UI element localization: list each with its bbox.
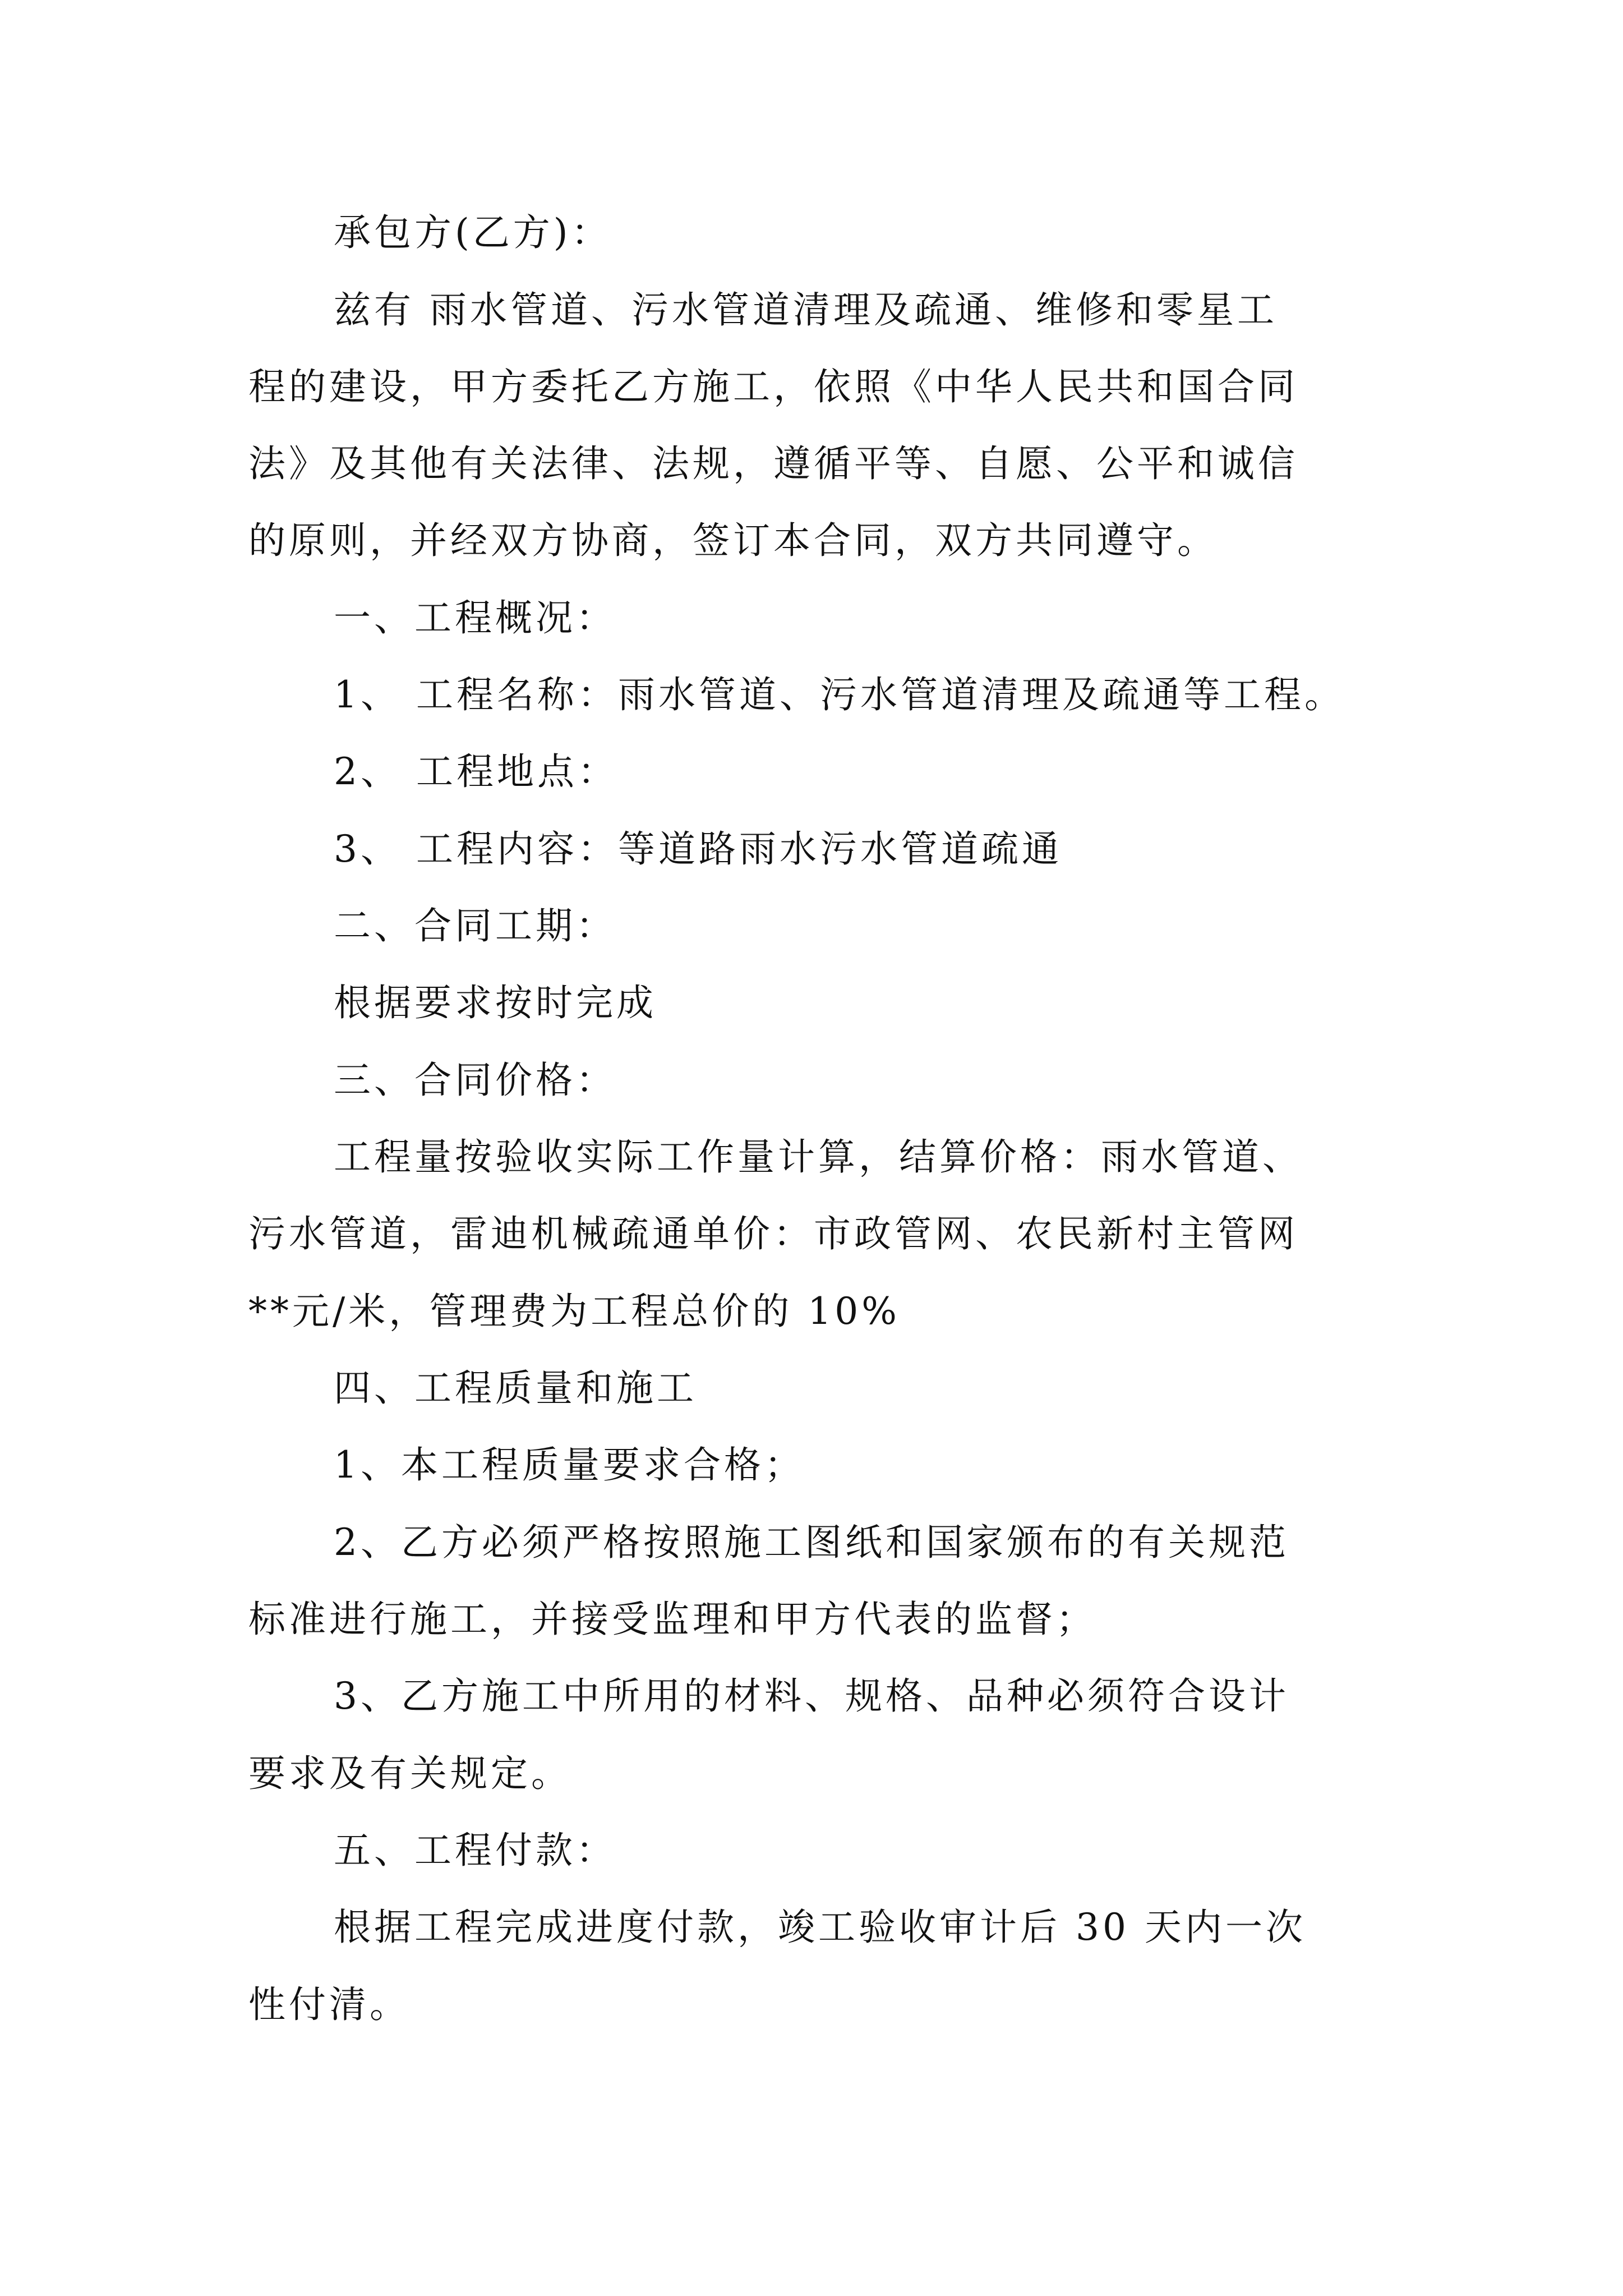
payment-line-1: 根据工程完成进度付款，竣工验收审计后 30 天内一次	[334, 1906, 1306, 1949]
price-line-1: 工程量按验收实际工作量计算，结算价格：雨水管道、	[334, 1135, 1303, 1179]
section-heading-quality: 四、工程质量和施工	[334, 1366, 697, 1410]
section-heading-price: 三、合同价格：	[334, 1059, 616, 1102]
preamble-line-4: 的原则，并经双方协商，签订本合同，双方共同遵守。	[248, 519, 1218, 562]
preamble-line-2: 程的建设，甲方委托乙方施工，依照《中华人民共和国合同	[248, 365, 1298, 408]
period-text: 根据要求按时完成	[334, 981, 657, 1024]
preamble-line-3: 法》及其他有关法律、法规，遵循平等、自愿、公平和诚信	[248, 442, 1298, 485]
quality-item-3-line-1: 3、乙方施工中所用的材料、规格、品种必须符合设计	[334, 1674, 1289, 1718]
overview-item-3: 3、 工程内容：等道路雨水污水管道疏通	[334, 827, 1062, 871]
section-heading-period: 二、合同工期：	[334, 904, 616, 947]
payment-line-2: 性付清。	[248, 1983, 410, 2026]
section-heading-payment: 五、工程付款：	[334, 1829, 616, 1872]
price-line-3: **元/米，管理费为工程总价的 10%	[248, 1290, 900, 1333]
overview-item-1: 1、 工程名称：雨水管道、污水管道清理及疏通等工程。	[334, 673, 1345, 716]
quality-item-2-line-2: 标准进行施工，并接受监理和甲方代表的监督；	[248, 1598, 1096, 1641]
overview-item-2: 2、 工程地点：	[334, 750, 618, 793]
quality-item-3-line-2: 要求及有关规定。	[248, 1752, 571, 1795]
quality-item-1: 1、本工程质量要求合格；	[334, 1443, 805, 1487]
party-b-line: 承包方(乙方)：	[334, 211, 612, 254]
price-line-2: 污水管道，雷迪机械疏通单价：市政管网、农民新村主管网	[248, 1212, 1298, 1255]
preamble-line-1: 兹有 雨水管道、污水管道清理及疏通、维修和零星工	[334, 288, 1278, 332]
section-heading-overview: 一、工程概况：	[334, 596, 616, 639]
quality-item-2-line-1: 2、乙方必须严格按照施工图纸和国家颁布的有关规范	[334, 1521, 1289, 1564]
